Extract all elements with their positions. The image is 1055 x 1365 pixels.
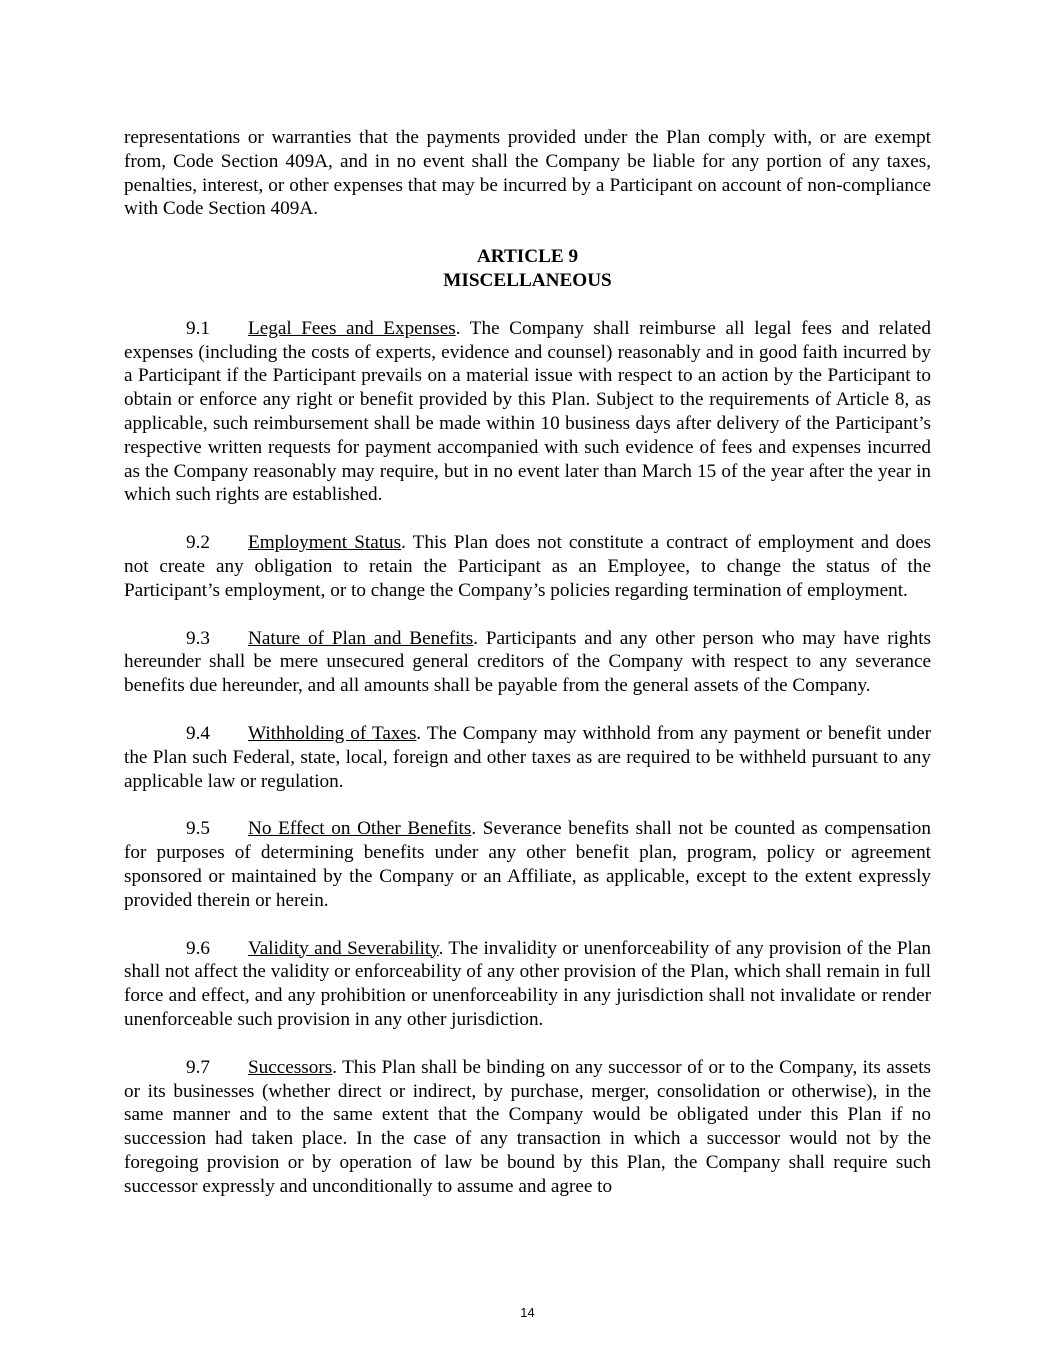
section-body: . Participants and any other person who may have rights hereunder shall be mere unsecured general creditors of the Company with respect to any severance benefits due hereunder, and all amounts shall be payable from the general assets of the Company. <box>124 627 931 697</box>
section-number: 9.3 <box>186 627 210 649</box>
section-body: . This Plan shall be binding on any successor of or to the Company, its assets or its businesses (whether direct or indirect, by purchase, merger, consolidation or otherwise), in the same manner and to the same extent that the Company would be obligated under this Plan if no succession had taken place. In the case of any transaction in which a successor would not by the foregoing provision or by operation of law be bound by this Plan, the Company shall require such successor expressly and unconditionally to assume and agree to <box>124 1056 931 1197</box>
section-9-3 <box>124 627 931 698</box>
section-body: . This Plan does not constitute a contract of employment and does not create any obligation to retain the Participant as an Employee, to change the status of the Participant’s employment, or to change the Company’s policies regarding termination of employment. <box>124 532 931 601</box>
section-body: . The Company may withhold from any payment or benefit under the Plan such Federal, state, local, foreign and other taxes as are required to be withheld pursuant to any applicable law or regulation. <box>124 722 931 792</box>
section-number: 9.7 <box>186 1056 210 1078</box>
article-number: ARTICLE 9 <box>476 246 579 268</box>
section-body: . The Company shall reimburse all legal fees and related expenses (including the costs of experts, evidence and counsel) reasonably and in good faith incurred by a Participant if the Participant prevails on a material issue with respect to an action by the Participant to obtain or enforce any right or benefit provided by this Plan. Subject to the requirements of Article 8, as applicable, such reimbursement shall be made within 10 business days after delivery of the Participant’s respective written requests for payment accompanied with such evidence of fees and expenses incurred as the Company reasonably may require, but in no event later than March 15 of the year after the year in which such rights are established. <box>124 317 932 506</box>
document-page <box>124 126 931 1222</box>
section-number: 9.1 <box>186 317 210 339</box>
section-number: 9.4 <box>186 722 210 744</box>
section-9-6 <box>124 937 931 1032</box>
section-9-2 <box>124 531 931 602</box>
article-heading <box>124 245 931 293</box>
section-title: No Effect on Other Benefits <box>248 818 472 840</box>
section-body: . Severance benefits shall not be counted as compensation for purposes of determining benefits under any other benefit plan, program, policy or agreement sponsored or maintained by the Company or an Affiliate, as applicable, except to the extent expressly provided therein or herein. <box>124 818 931 911</box>
section-body: . The invalidity or unenforceability of any provision of the Plan shall not affect the validity or enforceability of any other provision of the Plan, which shall remain in full force and effect, and any prohibition or unenforceability in any jurisdiction shall not invalidate or render unenforceable such provision in any other jurisdiction. <box>124 937 931 1030</box>
section-9-4 <box>124 722 931 793</box>
section-number: 9.6 <box>186 937 210 959</box>
section-number: 9.2 <box>186 532 210 554</box>
section-title: Successors <box>248 1056 333 1078</box>
section-title: Validity and Severability <box>248 937 439 959</box>
section-number: 9.5 <box>186 818 210 840</box>
intro-paragraph: representations or warranties that the payments provided under the Plan comply with, or are exempt from, Code Section 409A, and in no event shall the Company be liable for any portion of any taxes, penalties, interest, or other expenses that may be incurred by a Participant on account of non-compliance with Code Section 409A. <box>124 127 931 220</box>
section-title: Nature of Plan and Benefits <box>248 627 474 649</box>
section-9-1 <box>124 317 931 507</box>
article-title: MISCELLANEOUS <box>443 269 612 291</box>
section-title: Legal Fees and Expenses <box>248 317 456 339</box>
page-number: 14 <box>520 1305 535 1320</box>
section-9-5 <box>124 817 931 912</box>
section-title: Employment Status <box>248 532 402 554</box>
section-9-7 <box>124 1056 931 1199</box>
section-title: Withholding of Taxes <box>248 722 417 744</box>
